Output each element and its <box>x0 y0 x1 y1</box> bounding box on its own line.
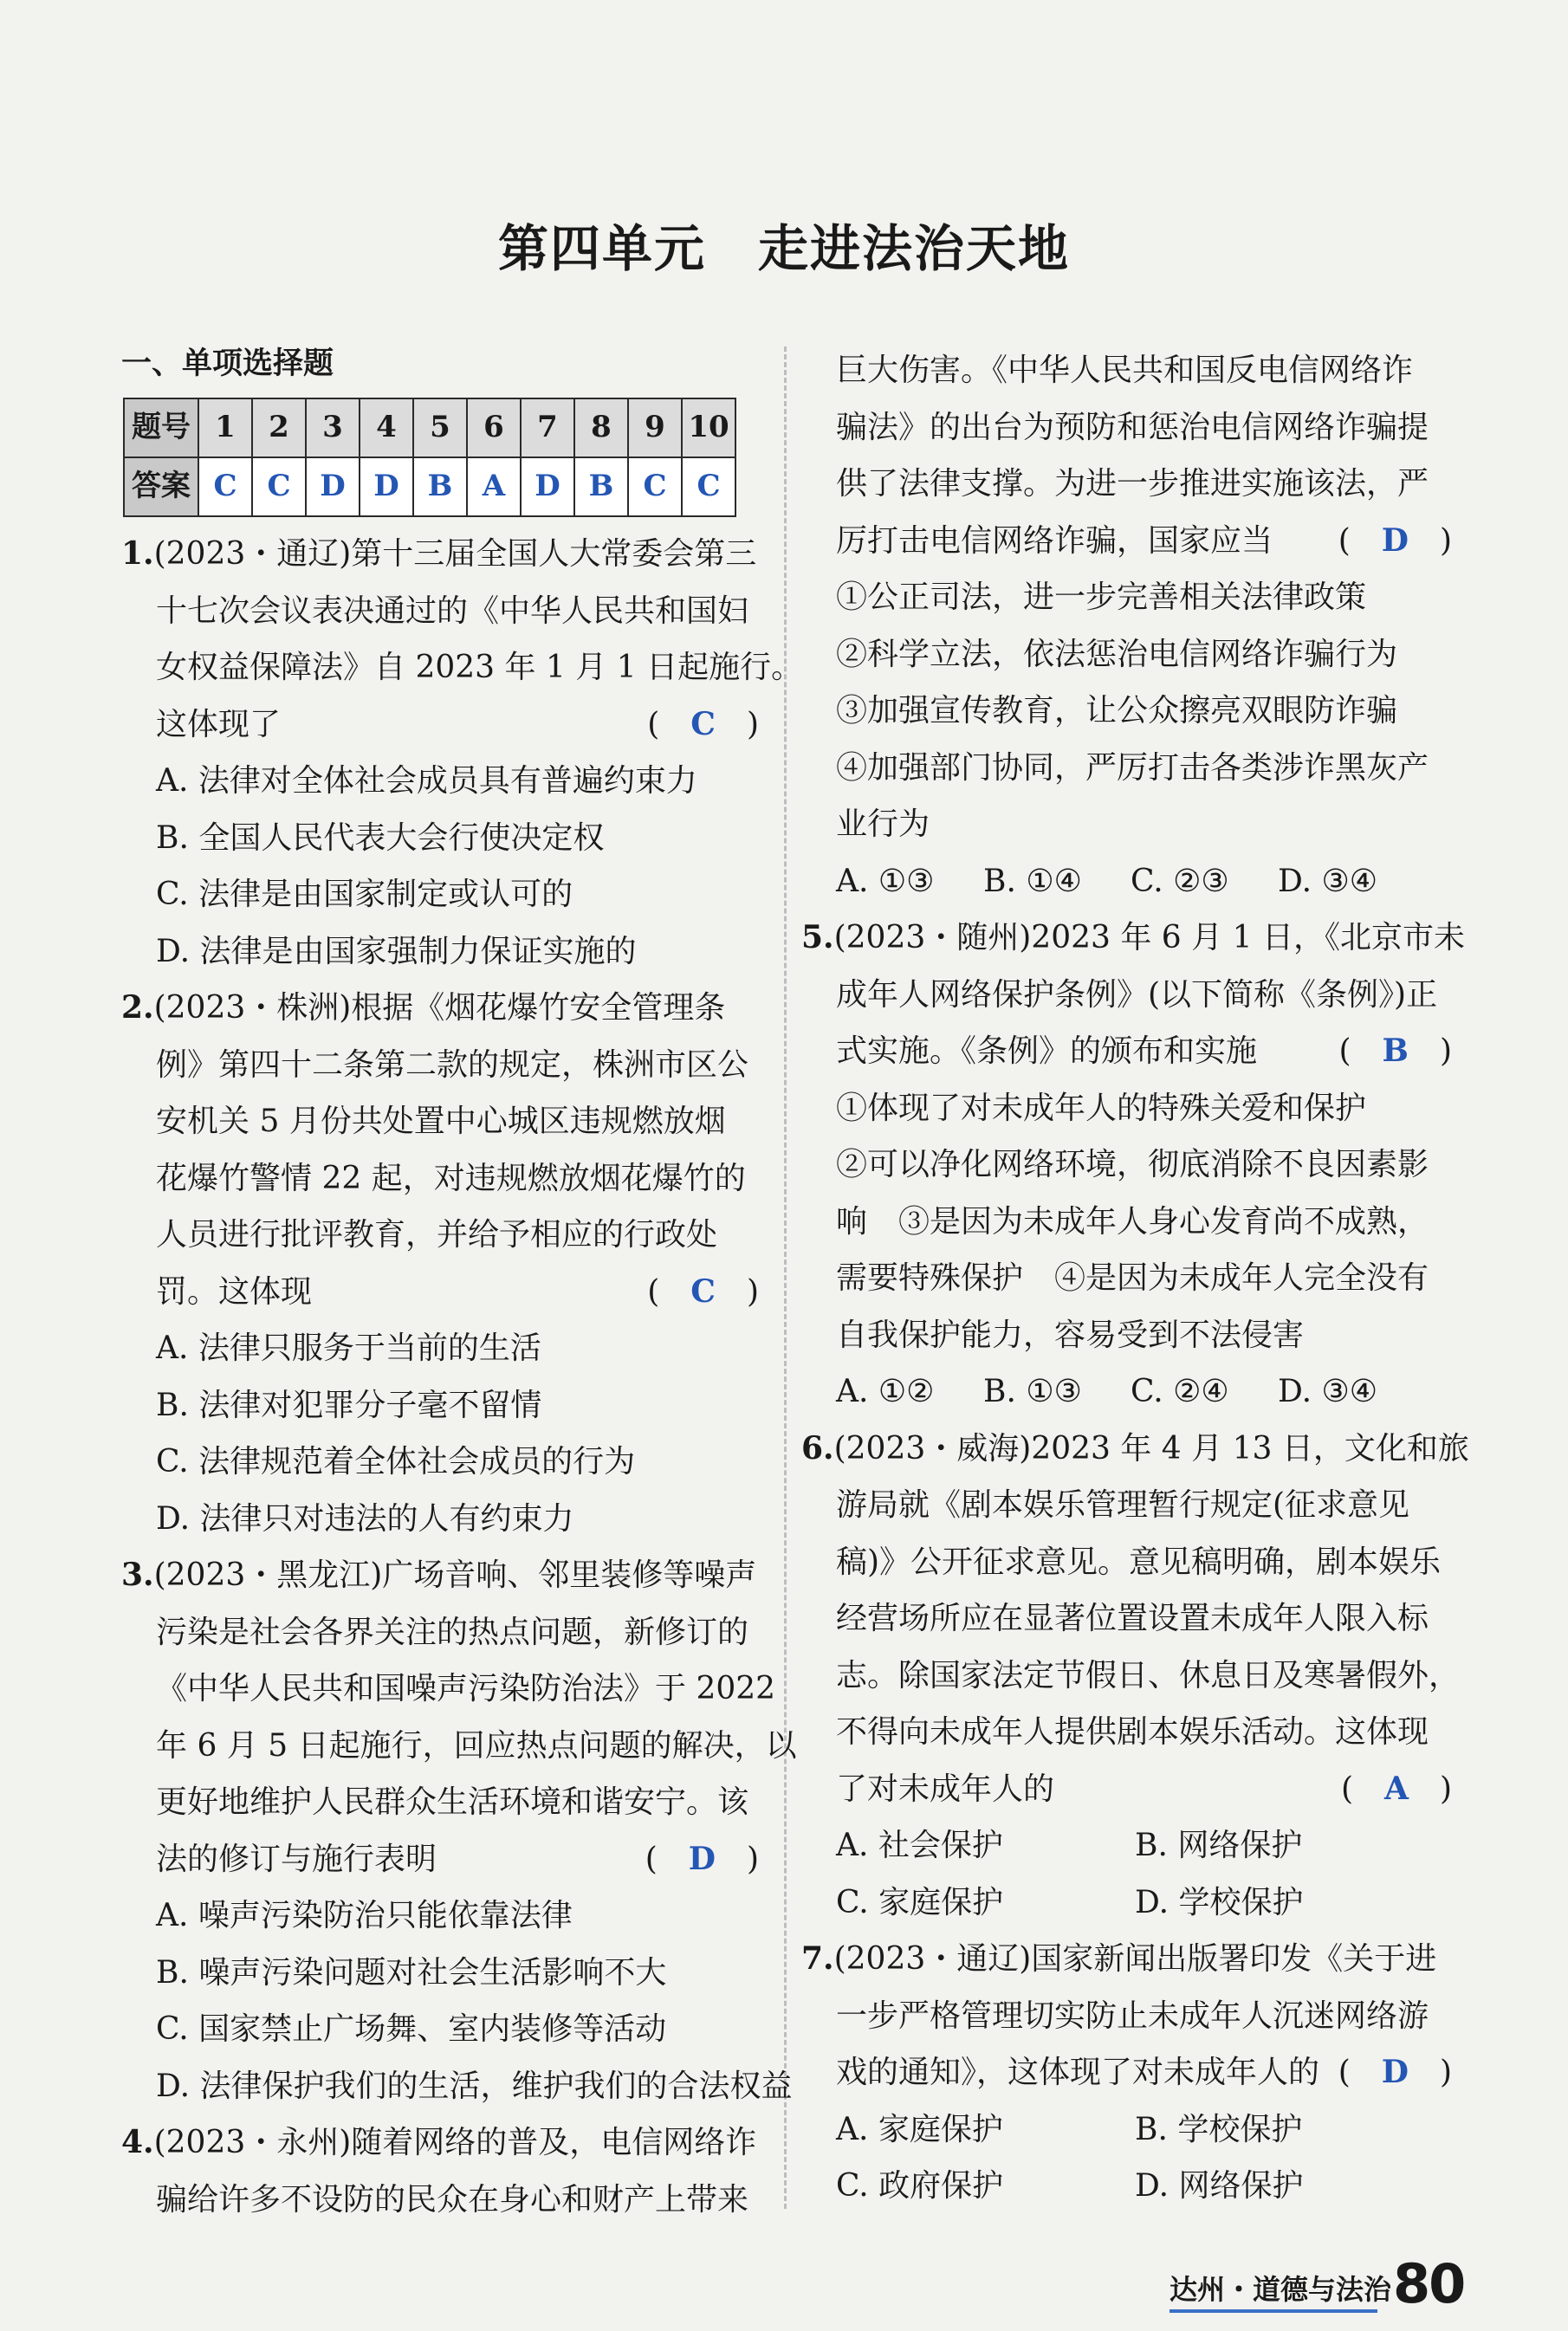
question-text: 年 6 月 5 日起施行，回应热点问题的解决，以 <box>156 1727 797 1764</box>
question-text: 女权益保障法》自 2023 年 1 月 1 日起施行。 <box>156 650 803 685</box>
question-text: 安机关 5 月份共处置中心城区违规燃放烟 <box>156 1104 726 1139</box>
table-number: 1 <box>198 398 252 457</box>
option: C. 法律规范着全体社会成员的行为 <box>156 1444 636 1480</box>
question-text: 十七次会议表决通过的《中华人民共和国妇 <box>156 592 749 629</box>
option: C. ②④ <box>1131 1374 1229 1409</box>
question-text: 这体现了 <box>156 706 282 742</box>
footer-subject: 达州・道德与法治 <box>1170 2273 1392 2306</box>
answer-letter: D <box>1381 2054 1409 2090</box>
options-row <box>836 1817 1455 1875</box>
answer-letter: D <box>688 1840 716 1877</box>
answer-bracket: ( D ) <box>645 1840 759 1877</box>
question-number: 2. <box>121 989 154 1026</box>
footer-underline <box>1170 2309 1377 2313</box>
table-header-answer: 答案 <box>124 457 198 516</box>
question-4-start <box>121 2114 762 2228</box>
option: B. 网络保护 <box>1135 1828 1303 1863</box>
option: C. 法律是由国家制定或认可的 <box>156 877 573 912</box>
page-number: 80 <box>1393 2252 1465 2315</box>
answer-table <box>123 398 736 517</box>
statement: 自我保护能力，容易受到不法侵害 <box>836 1317 1305 1353</box>
option: A. ①② <box>836 1374 935 1409</box>
question-text: 供了法律支撑。为进一步推进实施该法，严 <box>836 466 1429 502</box>
table-number: 6 <box>467 398 521 457</box>
question-text: 污染是社会各界关注的热点问题，新修订的 <box>156 1614 749 1650</box>
question-1 <box>121 526 803 980</box>
answer-letter: B <box>1382 1033 1409 1069</box>
question-text: 花爆竹警情 22 起，对违规燃放烟花爆竹的 <box>156 1160 746 1196</box>
options-row <box>836 853 1455 910</box>
answer-bracket: ( C ) <box>647 705 759 742</box>
question-text: (2023・黑龙江)广场音响、邻里装修等噪声 <box>153 1557 757 1593</box>
option: B. 学校保护 <box>1135 2111 1303 2147</box>
question-text: (2023・随州)2023 年 6 月 1 日，《北京市未 <box>833 920 1465 955</box>
option: A. 社会保护 <box>836 1828 1003 1863</box>
question-text: 稿)》公开征求意见。意见稿明确，剧本娱乐 <box>836 1544 1442 1580</box>
option: A. 家庭保护 <box>836 2111 1003 2147</box>
table-number: 5 <box>413 398 467 457</box>
question-text: 式实施。《条例》的颁布和实施 <box>836 1033 1258 1069</box>
table-answer: D <box>360 457 413 516</box>
option: C. 国家禁止广场舞、室内装修等活动 <box>156 2011 667 2047</box>
question-text: 骗法》的出台为预防和惩治电信网络诈骗提 <box>836 409 1429 445</box>
question-text: (2023・通辽)国家新闻出版署印发《关于进 <box>833 1941 1437 1977</box>
option: A. 法律只服务于当前的生活 <box>156 1331 541 1366</box>
option: A. ①③ <box>836 863 935 899</box>
question-text: 厉打击电信网络诈骗，国家应当 <box>836 522 1273 559</box>
statement: ②可以净化网络环境，彻底消除不良因素影 <box>836 1147 1429 1182</box>
table-answer: C <box>198 457 252 516</box>
table-number: 8 <box>574 398 628 457</box>
question-text: 骗给许多不设防的民众在身心和财产上带来 <box>156 2181 749 2218</box>
column-divider <box>784 346 787 2209</box>
option: C. 家庭保护 <box>836 1884 1004 1920</box>
question-text: 例》第四十二条第二款的规定，株洲市区公 <box>156 1046 749 1083</box>
statement: ②科学立法，依法惩治电信网络诈骗行为 <box>836 636 1398 672</box>
statement: ④加强部门协同，严厉打击各类涉诈黑灰产 <box>836 749 1429 786</box>
table-answer: D <box>521 457 574 516</box>
page-footer <box>1170 2252 1551 2330</box>
option: A. 噪声污染防治只能依靠法律 <box>156 1898 573 1933</box>
option: B. 全国人民代表大会行使决定权 <box>156 819 605 856</box>
question-text: 人员进行批评教育，并给予相应的行政处 <box>156 1217 718 1253</box>
question-text: 《中华人民共和国噪声污染防治法》于 2022 <box>156 1671 776 1706</box>
answer-letter: C <box>690 705 716 742</box>
statement: 响 ③是因为未成年人身心发育尚不成熟， <box>836 1203 1429 1240</box>
question-text: 一步严格管理切实防止未成年人沉迷网络游 <box>836 1998 1429 2034</box>
table-answer: D <box>306 457 360 516</box>
table-number: 2 <box>252 398 306 457</box>
question-6 <box>801 1421 1469 1932</box>
options-row <box>836 1875 1455 1932</box>
answer-table-answer-row <box>124 457 735 516</box>
question-text: 更好地维护人民群众生活环境和谐安宁。该 <box>156 1784 749 1820</box>
answer-bracket: ( B ) <box>1338 1033 1452 1069</box>
options-row <box>836 2158 1455 2215</box>
question-number: 6. <box>801 1429 834 1467</box>
answer-letter: C <box>690 1272 716 1310</box>
question-number: 4. <box>121 2124 154 2160</box>
question-text: (2023・通辽)第十三届全国人大常委会第三 <box>153 536 757 572</box>
option: B. ①③ <box>983 1374 1082 1409</box>
question-text: (2023・株洲)根据《烟花爆竹安全管理条 <box>153 990 726 1026</box>
question-3 <box>121 1547 797 2114</box>
question-text: 巨大伤害。《中华人民共和国反电信网络诈 <box>836 353 1414 388</box>
option: D. 法律是由国家强制力保证实施的 <box>156 933 637 969</box>
statement: 业行为 <box>836 806 930 842</box>
statement: ③加强宣传教育，让公众擦亮双眼防诈骗 <box>836 693 1398 728</box>
option: B. 法律对犯罪分子毫不留情 <box>156 1387 542 1423</box>
statement: ①公正司法，进一步完善相关法律政策 <box>836 580 1367 615</box>
question-4-continued <box>836 342 1455 910</box>
question-7 <box>801 1931 1455 2215</box>
option: C. 政府保护 <box>836 2168 1004 2204</box>
question-number: 5. <box>801 919 834 955</box>
question-number: 1. <box>121 535 154 572</box>
question-text: 罚。这体现 <box>156 1273 313 1310</box>
option: A. 法律对全体社会成员具有普遍约束力 <box>156 763 697 799</box>
question-5 <box>801 910 1465 1421</box>
unit-title: 第四单元 走进法治天地 <box>497 219 1070 278</box>
table-number: 4 <box>360 398 413 457</box>
option: D. ③④ <box>1278 1374 1378 1409</box>
answer-bracket: ( D ) <box>1338 2054 1452 2090</box>
answer-table-number-row <box>124 398 735 457</box>
question-text: 法的修订与施行表明 <box>156 1841 437 1877</box>
table-header-number: 题号 <box>124 398 198 457</box>
option: D. ③④ <box>1278 863 1378 899</box>
question-text: 戏的通知》，这体现了对未成年人的 <box>836 2055 1320 2090</box>
table-number: 3 <box>306 398 360 457</box>
statement: 需要特殊保护 ④是因为未成年人完全没有 <box>836 1260 1429 1296</box>
question-text: 成年人网络保护条例》(以下简称《条例》)正 <box>836 976 1438 1013</box>
table-answer: C <box>628 457 682 516</box>
option: B. 噪声污染问题对社会生活影响不大 <box>156 1954 667 1991</box>
answer-bracket: ( A ) <box>1340 1770 1452 1807</box>
table-number: 9 <box>628 398 682 457</box>
table-answer: C <box>682 457 735 516</box>
option: D. 学校保护 <box>1135 1884 1304 1920</box>
question-number: 7. <box>801 1940 834 1977</box>
question-text: 了对未成年人的 <box>836 1771 1055 1807</box>
option: D. 法律只对违法的人有约束力 <box>156 1500 574 1537</box>
question-text: 不得向未成年人提供剧本娱乐活动。这体现 <box>836 1714 1429 1750</box>
option: D. 法律保护我们的生活，维护我们的合法权益 <box>156 2068 793 2104</box>
answer-letter: A <box>1384 1770 1409 1807</box>
answer-letter: D <box>1381 521 1409 559</box>
table-answer: C <box>252 457 306 516</box>
right-column <box>801 342 1469 2215</box>
options-row <box>836 2101 1455 2159</box>
option: D. 网络保护 <box>1135 2168 1304 2204</box>
statement: ①体现了对未成年人的特殊关爱和保护 <box>836 1090 1367 1126</box>
table-answer: A <box>467 457 521 516</box>
question-text: 志。除国家法定节假日、休息日及寒暑假外， <box>836 1657 1461 1693</box>
question-2 <box>121 980 762 1547</box>
question-text: (2023・永州)随着网络的普及，电信网络诈 <box>153 2125 757 2160</box>
options-row <box>836 1363 1455 1421</box>
option: C. ②③ <box>1131 863 1229 899</box>
table-answer: B <box>574 457 628 516</box>
question-text: (2023・威海)2023 年 4 月 13 日，文化和旅 <box>833 1430 1469 1467</box>
table-answer: B <box>413 457 467 516</box>
question-text: 经营场所应在显著位置设置未成年人限入标 <box>836 1601 1429 1636</box>
table-number: 10 <box>682 398 735 457</box>
answer-bracket: ( C ) <box>647 1272 759 1310</box>
table-number: 7 <box>521 398 574 457</box>
answer-bracket: ( D ) <box>1338 521 1452 559</box>
question-number: 3. <box>121 1557 154 1593</box>
section-title: 一、单项选择题 <box>121 346 334 381</box>
question-text: 游局就《剧本娱乐管理暂行规定(征求意见 <box>836 1487 1410 1523</box>
option: B. ①④ <box>983 863 1082 899</box>
left-column <box>121 342 803 2228</box>
